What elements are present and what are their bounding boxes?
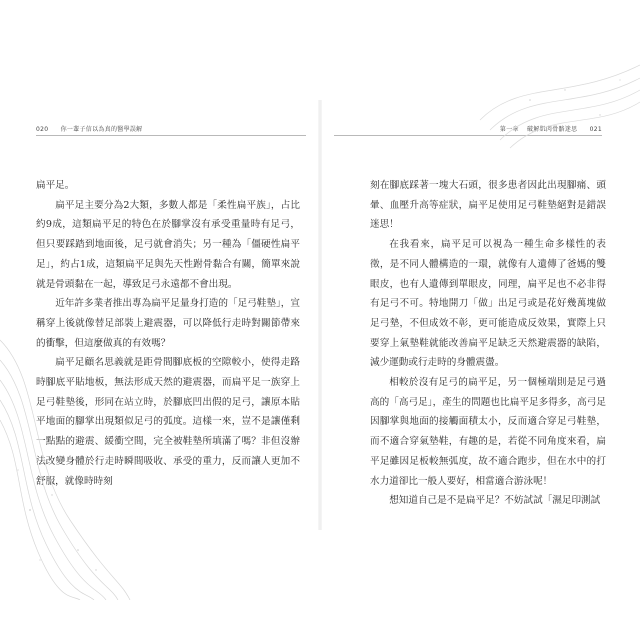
left-paragraph-1: 扁平足。 <box>36 180 75 191</box>
left-page-header <box>36 124 142 133</box>
decorative-wave-lines-right <box>470 60 640 160</box>
left-body-text <box>36 176 300 491</box>
right-page-number: 021 <box>589 126 602 133</box>
right-body-text <box>370 176 606 511</box>
left-paragraph-3: 近年許多業者推出專為扁平足量身打造的「足弓鞋墊」，宣稱穿上後就像替足部裝上避震器，可以降低行走時對關節帶來的衝擊，但這麼做真的有效嗎？ <box>36 298 300 349</box>
left-header-rule <box>36 135 306 136</box>
left-paragraph-4: 扁平足顧名思義就是距骨間腳底板的空隙較小，使得走路時腳底平貼地板，無法形成天然的避震器，而扁平足一族穿上足弓鞋墊後，形同在站立時，於腳底凹出假的足弓，讓原本貼平地面的腳掌出現類似足弓的弧度。這樣一來，豈不是讓僅剩一點點的避震、緩衝空間，完全被鞋墊所填滿了嗎？非但沒辦法改變身體於行走時瞬間吸收、承受的重力，反而讓人更加不舒服，就像時時刻 <box>36 357 300 487</box>
right-page <box>320 0 640 640</box>
right-paragraph-2: 在我看來，扁平足可以視為一種生命多樣性的表徵，是不同人體構造的一環，就像有人遺傳了爸媽的雙眼皮，也有人遺傳到單眼皮，同理，扁平足也不必非得有足弓不可。特地開刀「做」出足弓或是花好幾萬塊做足弓墊，不但成效不彰，更可能造成反效果，實際上只要穿上氣墊鞋就能改善扁平足缺乏天然避震器的缺陷，減少運動或行走時的身體震盪。 <box>370 239 606 369</box>
chapter-label: 第一章 <box>499 126 519 133</box>
right-paragraph-1: 刻在腳底踩著一塊大石頭，很多患者因此出現腳痛、頭暈、血壓升高等症狀，扁平足使用足弓鞋墊絕對是錯誤迷思！ <box>370 180 606 231</box>
right-paragraph-3: 相較於沒有足弓的扁平足，另一個極端則是足弓過高的「高弓足」，產生的問題也比扁平足多得多，高弓足因腳掌與地面的接觸面積太小，反而適合穿足弓鞋墊，而不適合穿氣墊鞋，有趣的是，若從不同角度來看，扁平足雖因足板較無弧度，故不適合跑步，但在水中的打水力道卻比一般人要好，相當適合游泳呢！ <box>370 377 606 487</box>
left-page-number: 020 <box>36 126 49 133</box>
right-header-rule <box>334 135 602 136</box>
left-paragraph-2: 扁平足主要分為2大類，多數人都是「柔性扁平族」，占比約9成，這類扁平足的特色在於腳掌沒有承受重量時有足弓，但只要踩踏到地面後，足弓就會消失；另一種為「僵硬性扁平足」，約占1成，這類扁平足與先天性跗骨黏合有關，簡單來說就是骨頭黏在一起，導致足弓永遠都不會出現。 <box>36 199 300 290</box>
right-page-header <box>500 124 602 133</box>
right-running-title: 破解肌肉骨骼迷思 <box>527 126 578 133</box>
right-paragraph-4: 想知道自己是不是扁平足？不妨試試「濕足印測試 <box>389 495 601 507</box>
left-running-title: 你一輩子信以為真的醫學誤解 <box>60 126 143 133</box>
